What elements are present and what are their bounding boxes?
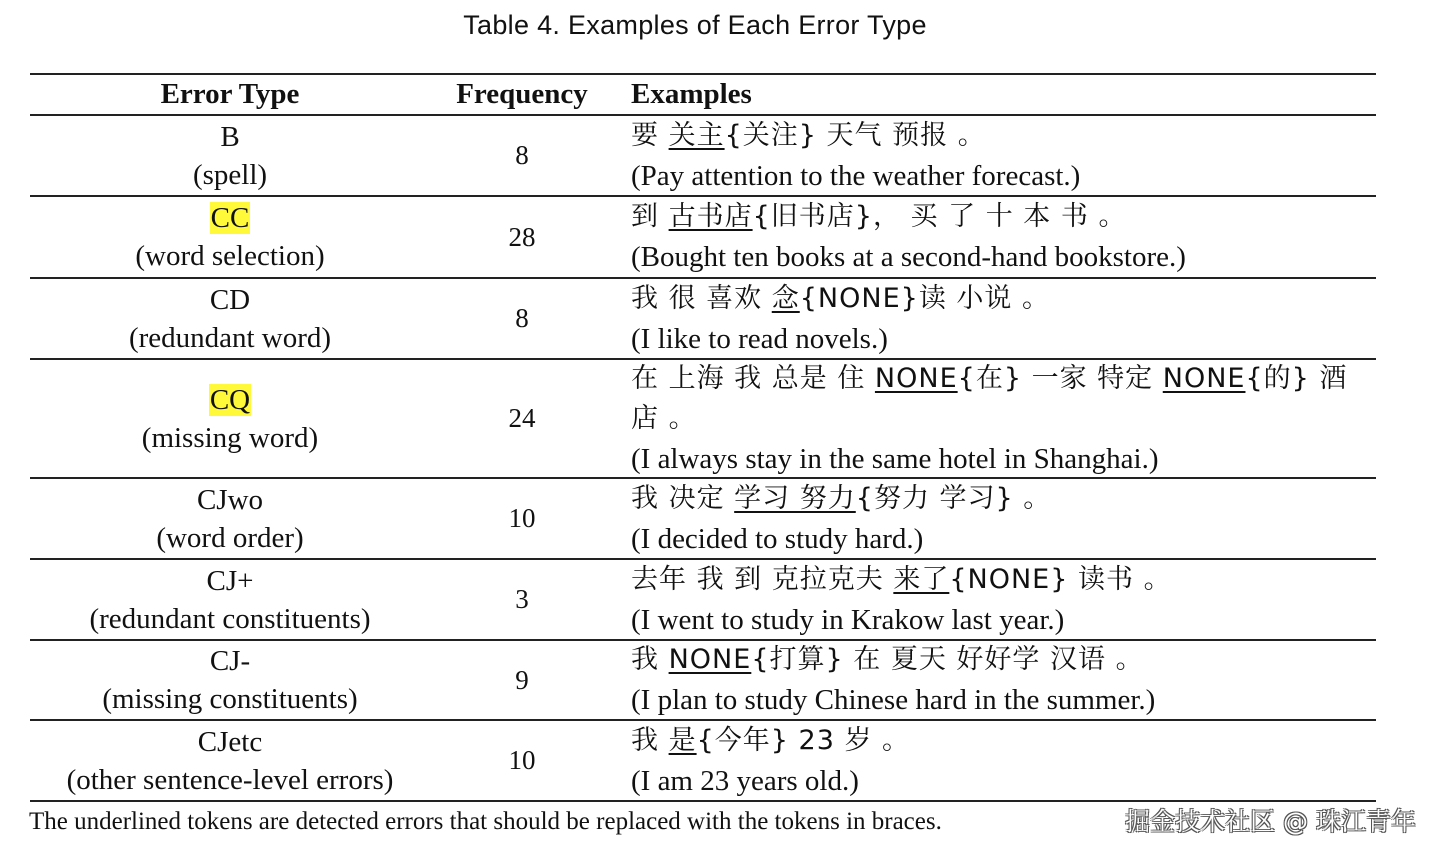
header-error-type: Error Type	[160, 78, 300, 110]
example-cell	[631, 279, 1366, 358]
frequency-cell: 10	[508, 503, 536, 533]
chinese-example: 我 很 喜欢 念{NONE}读 小说 。	[631, 282, 1050, 314]
error-code-highlighted: CC	[210, 202, 250, 234]
error-type-cell	[30, 197, 430, 277]
error-token: 是	[668, 724, 697, 756]
error-token: 古书店	[668, 201, 753, 232]
error-description: (spell)	[192, 158, 268, 191]
error-description: (word selection)	[135, 240, 325, 272]
example-cell	[631, 641, 1366, 719]
frequency-cell: 8	[515, 303, 529, 333]
english-translation: (I decided to study hard.)	[631, 522, 924, 555]
error-description: (other sentence-level errors)	[66, 763, 394, 796]
example-cell	[631, 721, 1366, 800]
error-type-cell	[30, 560, 430, 639]
error-type-cell	[30, 641, 430, 719]
frequency-cell: 10	[508, 745, 536, 775]
chinese-example: 我 NONE{打算} 在 夏天 好好学 汉语 。	[631, 644, 1144, 675]
example-cell	[631, 197, 1366, 277]
error-token: 关主	[668, 119, 725, 151]
error-type-cell	[30, 360, 430, 477]
frequency-cell: 8	[515, 140, 529, 170]
frequency-cell: 9	[515, 664, 529, 695]
table-row	[30, 560, 1376, 639]
table-row	[30, 279, 1376, 358]
error-token: 来了	[893, 563, 950, 595]
error-type-cell	[30, 479, 430, 558]
error-code: CJwo	[196, 483, 264, 516]
chinese-example: 在 上海 我 总是 住 NONE{在} 一家 特定 NONE{的} 酒店 。	[631, 362, 1348, 434]
error-token: 念	[771, 282, 800, 314]
error-code: CJ-	[209, 645, 251, 677]
english-translation: (I always stay in the same hotel in Shanghai.)	[631, 442, 1159, 475]
table-row	[30, 641, 1376, 719]
table-row	[30, 721, 1376, 800]
error-type-cell	[30, 279, 430, 358]
table-row	[30, 479, 1376, 558]
watermark: 掘金技术社区 @ 珠江青年	[1125, 807, 1416, 836]
chinese-example: 到 古书店{旧书店}， 买 了 十 本 书 。	[631, 201, 1127, 232]
example-cell	[631, 479, 1366, 558]
error-code: B	[220, 120, 240, 153]
table-footnote: The underlined tokens are detected errors that should be replaced with the tokens in braces.	[29, 808, 942, 835]
table-caption: Table 4. Examples of Each Error Type	[463, 10, 927, 40]
error-description: (missing word)	[141, 421, 319, 454]
chinese-example: 要 关主{关注} 天气 预报 。	[631, 119, 986, 151]
error-token: NONE	[1162, 362, 1246, 394]
chinese-example: 我 是{今年} 23 岁 。	[631, 724, 911, 756]
frequency-cell: 28	[508, 221, 536, 252]
english-translation: (Pay attention to the weather forecast.)	[631, 159, 1081, 192]
table-row	[30, 116, 1376, 195]
example-cell	[631, 360, 1366, 477]
error-code-highlighted: CQ	[209, 383, 251, 416]
chinese-example: 去年 我 到 克拉克夫 来了{NONE} 读书 。	[631, 563, 1172, 595]
table-row	[30, 360, 1376, 477]
error-description: (word order)	[156, 521, 304, 554]
english-translation: (I like to read novels.)	[631, 322, 888, 355]
table-row	[30, 197, 1376, 277]
error-type-cell	[30, 721, 430, 800]
error-type-cell	[30, 116, 430, 195]
error-token: NONE	[874, 362, 958, 394]
english-translation: (I am 23 years old.)	[631, 764, 859, 797]
error-description: (missing constituents)	[102, 683, 358, 715]
example-cell	[631, 560, 1366, 639]
error-description: (redundant word)	[128, 321, 332, 354]
error-token: NONE	[668, 644, 752, 675]
frequency-cell: 24	[508, 403, 536, 433]
error-code: CJetc	[197, 725, 263, 758]
english-translation: (I plan to study Chinese hard in the summer.)	[631, 684, 1156, 716]
chinese-example: 我 决定 学习 努力{努力 学习} 。	[631, 482, 1052, 514]
english-translation: (I went to study in Krakow last year.)	[631, 603, 1065, 636]
error-code: CD	[209, 283, 251, 316]
header-examples: Examples	[631, 78, 752, 110]
error-token: 学习 努力	[734, 482, 856, 514]
frequency-cell: 3	[515, 584, 529, 614]
error-code: CJ+	[206, 564, 254, 597]
header-frequency: Frequency	[456, 78, 588, 110]
error-description: (redundant constituents)	[89, 602, 371, 635]
english-translation: (Bought ten books at a second-hand bookstore.)	[631, 241, 1186, 273]
example-cell	[631, 116, 1366, 195]
